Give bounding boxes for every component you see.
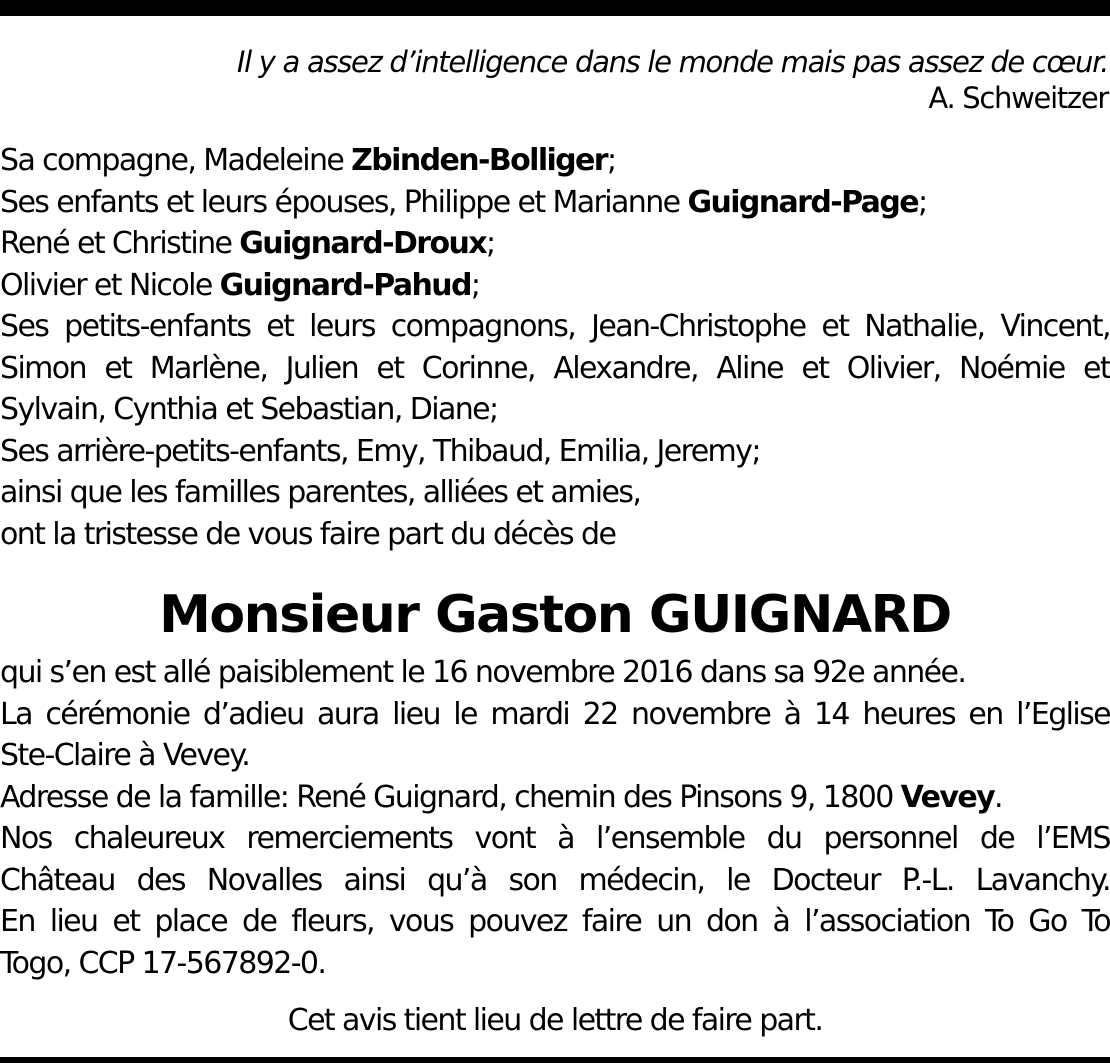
family-announcement bbox=[0, 140, 1110, 555]
family-line-text: Sa compagne, Madeleine bbox=[0, 143, 352, 178]
family-line bbox=[0, 182, 1110, 224]
details-line: En lieu et place de fleurs, vous pouvez faire un don à l’association To Go To bbox=[0, 904, 1110, 939]
family-line: ont la tristesse de vous faire part du décès de bbox=[0, 516, 616, 552]
details-line-text: Adresse de la famille: René Guignard, chemin des Pinsons 9, 1800 bbox=[0, 779, 901, 815]
details-line: La cérémonie d’adieu aura lieu le mardi 22 novembre à 14 heures en l’Eglise bbox=[0, 696, 1110, 732]
family-line-punct: ; bbox=[917, 184, 927, 220]
bottom-rule bbox=[0, 1057, 1110, 1063]
epigraph bbox=[8, 44, 1108, 116]
details-line: Togo, CCP 17-567892-0. bbox=[0, 945, 326, 981]
details-line bbox=[0, 777, 1110, 819]
details-line: Ste-Claire à Vevey. bbox=[0, 738, 250, 773]
family-line: Ses petits-enfants et leurs compagnons, Jean-Christophe et Nathalie, Vincent, bbox=[0, 309, 1110, 344]
family-surname: Guignard-Page bbox=[687, 184, 918, 220]
epigraph-author: A. Schweitzer bbox=[928, 81, 1108, 115]
family-line-text: Olivier et Nicole bbox=[0, 267, 220, 303]
family-line: Simon et Marlène, Julien et Corinne, Alexandre, Aline et Olivier, Noémie et bbox=[0, 350, 1110, 386]
details-line-punct: . bbox=[994, 779, 1002, 815]
details-line: qui s’en est allé paisiblement le 16 novembre 2016 dans sa 92e année. bbox=[0, 655, 966, 690]
family-line-text: Ses enfants et leurs épouses, Philippe et Marianne bbox=[0, 184, 688, 220]
details-paragraph bbox=[0, 652, 1110, 984]
family-line-punct: ; bbox=[485, 226, 495, 261]
family-line: Ses arrière-petits-enfants, Emy, Thibaud, Emilia, Jeremy; bbox=[0, 433, 760, 469]
family-line bbox=[0, 140, 1110, 182]
details-line: Nos chaleureux remerciements vont à l’ensemble du personnel de l’EMS bbox=[0, 821, 1110, 856]
town-name: Vevey bbox=[900, 779, 995, 815]
family-line-text: René et Christine bbox=[0, 226, 240, 261]
details-line: Château des Novalles ainsi qu’à son médecin, le Docteur P.-L. Lavanchy. bbox=[0, 862, 1110, 898]
closing-line: Cet avis tient lieu de lettre de faire part. bbox=[287, 1003, 823, 1038]
family-line bbox=[0, 223, 1110, 265]
family-line: ainsi que les familles parentes, alliées et amies, bbox=[0, 475, 641, 510]
family-surname: Zbinden-Bolliger bbox=[351, 143, 607, 178]
top-rule bbox=[0, 0, 1110, 16]
family-surname: Guignard-Droux bbox=[239, 226, 486, 261]
family-line: Sylvain, Cynthia et Sebastian, Diane; bbox=[0, 392, 498, 427]
family-surname: Guignard-Pahud bbox=[219, 267, 471, 303]
family-line bbox=[0, 265, 1110, 307]
deceased-name: Monsieur Gaston GUIGNARD bbox=[159, 585, 951, 645]
family-line-punct: ; bbox=[470, 267, 480, 303]
epigraph-text: Il y a assez d’intelligence dans le monde mais pas assez de cœur. bbox=[236, 45, 1108, 79]
family-line-punct: ; bbox=[607, 143, 616, 178]
